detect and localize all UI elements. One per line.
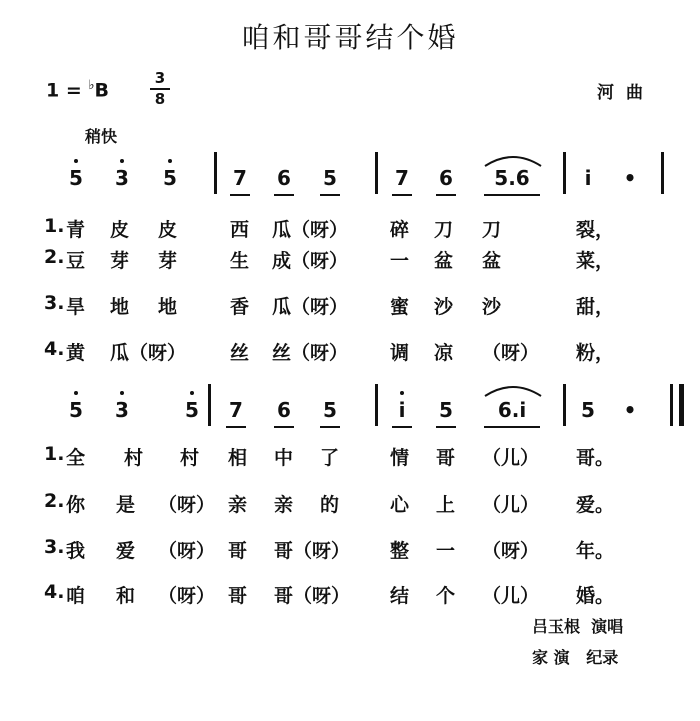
lyric: 瓜（呀） [272,219,349,241]
verse-number: 2. [44,490,65,512]
recorder-credit [532,645,618,668]
note: 6 [272,166,296,190]
time-signature [150,70,170,108]
lyric: 皮 [158,219,178,241]
lyric: 你 [66,494,86,516]
lyric: 青 [66,219,86,241]
lyric: 调 [390,342,410,364]
lyric: 香 [230,296,250,318]
lyric: 黄 [66,342,86,364]
high-dot [400,391,404,395]
performer-role: 演唱 [591,617,624,636]
verse-number: 3. [44,536,65,558]
barline [375,384,378,426]
note-group: 6.i [482,398,542,422]
eighth-underline [484,194,540,196]
lyric: 哥（呀） [274,540,351,562]
verse-number: 4. [44,581,65,603]
lyric: 一 [390,250,410,272]
lyric: 亲 [274,494,294,516]
eighth-underline [320,194,340,196]
lyric: 和 [116,585,136,607]
verse-number: 2. [44,246,65,268]
high-dot [120,391,124,395]
meter-bottom: 8 [154,90,166,108]
lyric: （儿） [482,494,540,516]
note-group: 5.6 [482,166,542,190]
note: 7 [224,398,248,422]
note: 5 [158,166,182,190]
note: 6 [272,398,296,422]
song-origin: 河曲 [597,83,655,103]
lyric: （呀） [158,494,216,516]
note: 7 [228,166,252,190]
lyric: 结 [390,585,410,607]
dot-extension: • [623,398,637,422]
note: i [584,166,592,190]
lyric: 全 [66,447,86,469]
note: 5 [581,398,595,422]
lyric: 地 [110,296,130,318]
high-dot [120,159,124,163]
eighth-underline [274,426,294,428]
lyric: 哥 [228,540,248,562]
lyric: 年。 [576,540,615,562]
dot-extension: • [623,166,637,190]
lyric: 地 [158,296,178,318]
song-title: 咱和哥哥结个婚 [241,21,459,54]
eighth-underline [436,426,456,428]
final-barline-thin [670,384,673,426]
lyric: 沙 [482,296,502,318]
slur-arc [482,152,544,168]
note: 7 [390,166,414,190]
recorder-name: 家 演 [532,648,570,667]
note: 5 [318,166,342,190]
lyric: 瓜（呀） [110,342,187,364]
lyric: 粉， [576,342,615,364]
barline [563,384,566,426]
lyric: 西 [230,219,250,241]
lyric: （呀） [158,540,216,562]
lyric: 咱 [66,585,86,607]
performer-credit [532,614,623,637]
verse-number: 3. [44,292,65,314]
lyric: 爱。 [576,494,615,516]
eighth-underline [392,194,412,196]
lyric: （呀） [482,342,540,364]
lyric: 情 [390,447,410,469]
lyric: 凉 [434,342,454,364]
lyric: 丝 [230,342,250,364]
lyric: 哥（呀） [274,585,351,607]
lyric: 相 [228,447,248,469]
lyric: 盆 [482,250,502,272]
lyric: （呀） [482,540,540,562]
verse-number: 1. [44,215,65,237]
barline [214,152,217,194]
lyric: （儿） [482,447,540,469]
flat-sign: ♭ [88,78,95,93]
eighth-underline [436,194,456,196]
note: 5 [64,166,88,190]
barline [563,152,566,194]
lyric: 刀 [434,219,454,241]
barline [208,384,211,426]
lyric: 沙 [434,296,454,318]
key-note: B [94,79,110,102]
lyric: 的 [320,494,340,516]
lyric: （呀） [158,585,216,607]
lyric: 是 [116,494,136,516]
lyric: 芽 [110,250,130,272]
eighth-underline [484,426,540,428]
lyric: 个 [436,585,456,607]
lyric: 了 [320,447,340,469]
eighth-underline [274,194,294,196]
recorder-role: 纪录 [586,648,619,667]
note: i [390,398,414,422]
key-signature [46,78,109,101]
lyric: 哥 [436,447,456,469]
final-barline-thick [679,384,684,426]
high-dot [168,159,172,163]
lyric: 裂， [576,219,615,241]
lyric: 丝（呀） [272,342,349,364]
high-dot [190,391,194,395]
key-prefix: 1 = [46,79,82,102]
lyric: （儿） [482,585,540,607]
lyric: 芽 [158,250,178,272]
meter-top: 3 [154,69,166,87]
tempo-marking: 稍快 [85,127,118,146]
note: 6 [434,166,458,190]
lyric: 我 [66,540,86,562]
lyric: 甜， [576,296,615,318]
lyric: 旱 [66,296,86,318]
note: 5 [318,398,342,422]
lyric: 心 [390,494,410,516]
high-dot [74,159,78,163]
verse-number: 1. [44,443,65,465]
lyric: 瓜（呀） [272,296,349,318]
lyric: 成（呀） [272,250,349,272]
note: 5 [180,398,204,422]
eighth-underline [392,426,412,428]
lyric: 亲 [228,494,248,516]
note: 5 [434,398,458,422]
eighth-underline [226,426,246,428]
lyric: 碎 [390,219,410,241]
lyric: 豆 [66,250,86,272]
note: 5 [64,398,88,422]
eighth-underline [230,194,250,196]
lyric: 一 [436,540,456,562]
barline [375,152,378,194]
lyric: 盆 [434,250,454,272]
lyric: 蜜 [390,296,410,318]
slur-arc [482,382,544,398]
lyric: 爱 [116,540,136,562]
performer-name: 吕玉根 [532,617,581,636]
lyric: 整 [390,540,410,562]
lyric: 生 [230,250,250,272]
lyric: 哥。 [576,447,615,469]
high-dot [74,391,78,395]
barline [661,152,664,194]
lyric: 中 [274,447,294,469]
verse-number: 4. [44,338,65,360]
note: 3 [110,166,134,190]
lyric: 哥 [228,585,248,607]
lyric: 村 [180,447,200,469]
lyric: 菜， [576,250,615,272]
lyric: 刀 [482,219,502,241]
lyric: 上 [436,494,456,516]
lyric: 皮 [110,219,130,241]
note: 3 [110,398,134,422]
eighth-underline [320,426,340,428]
lyric: 村 [124,447,144,469]
lyric: 婚。 [576,585,615,607]
